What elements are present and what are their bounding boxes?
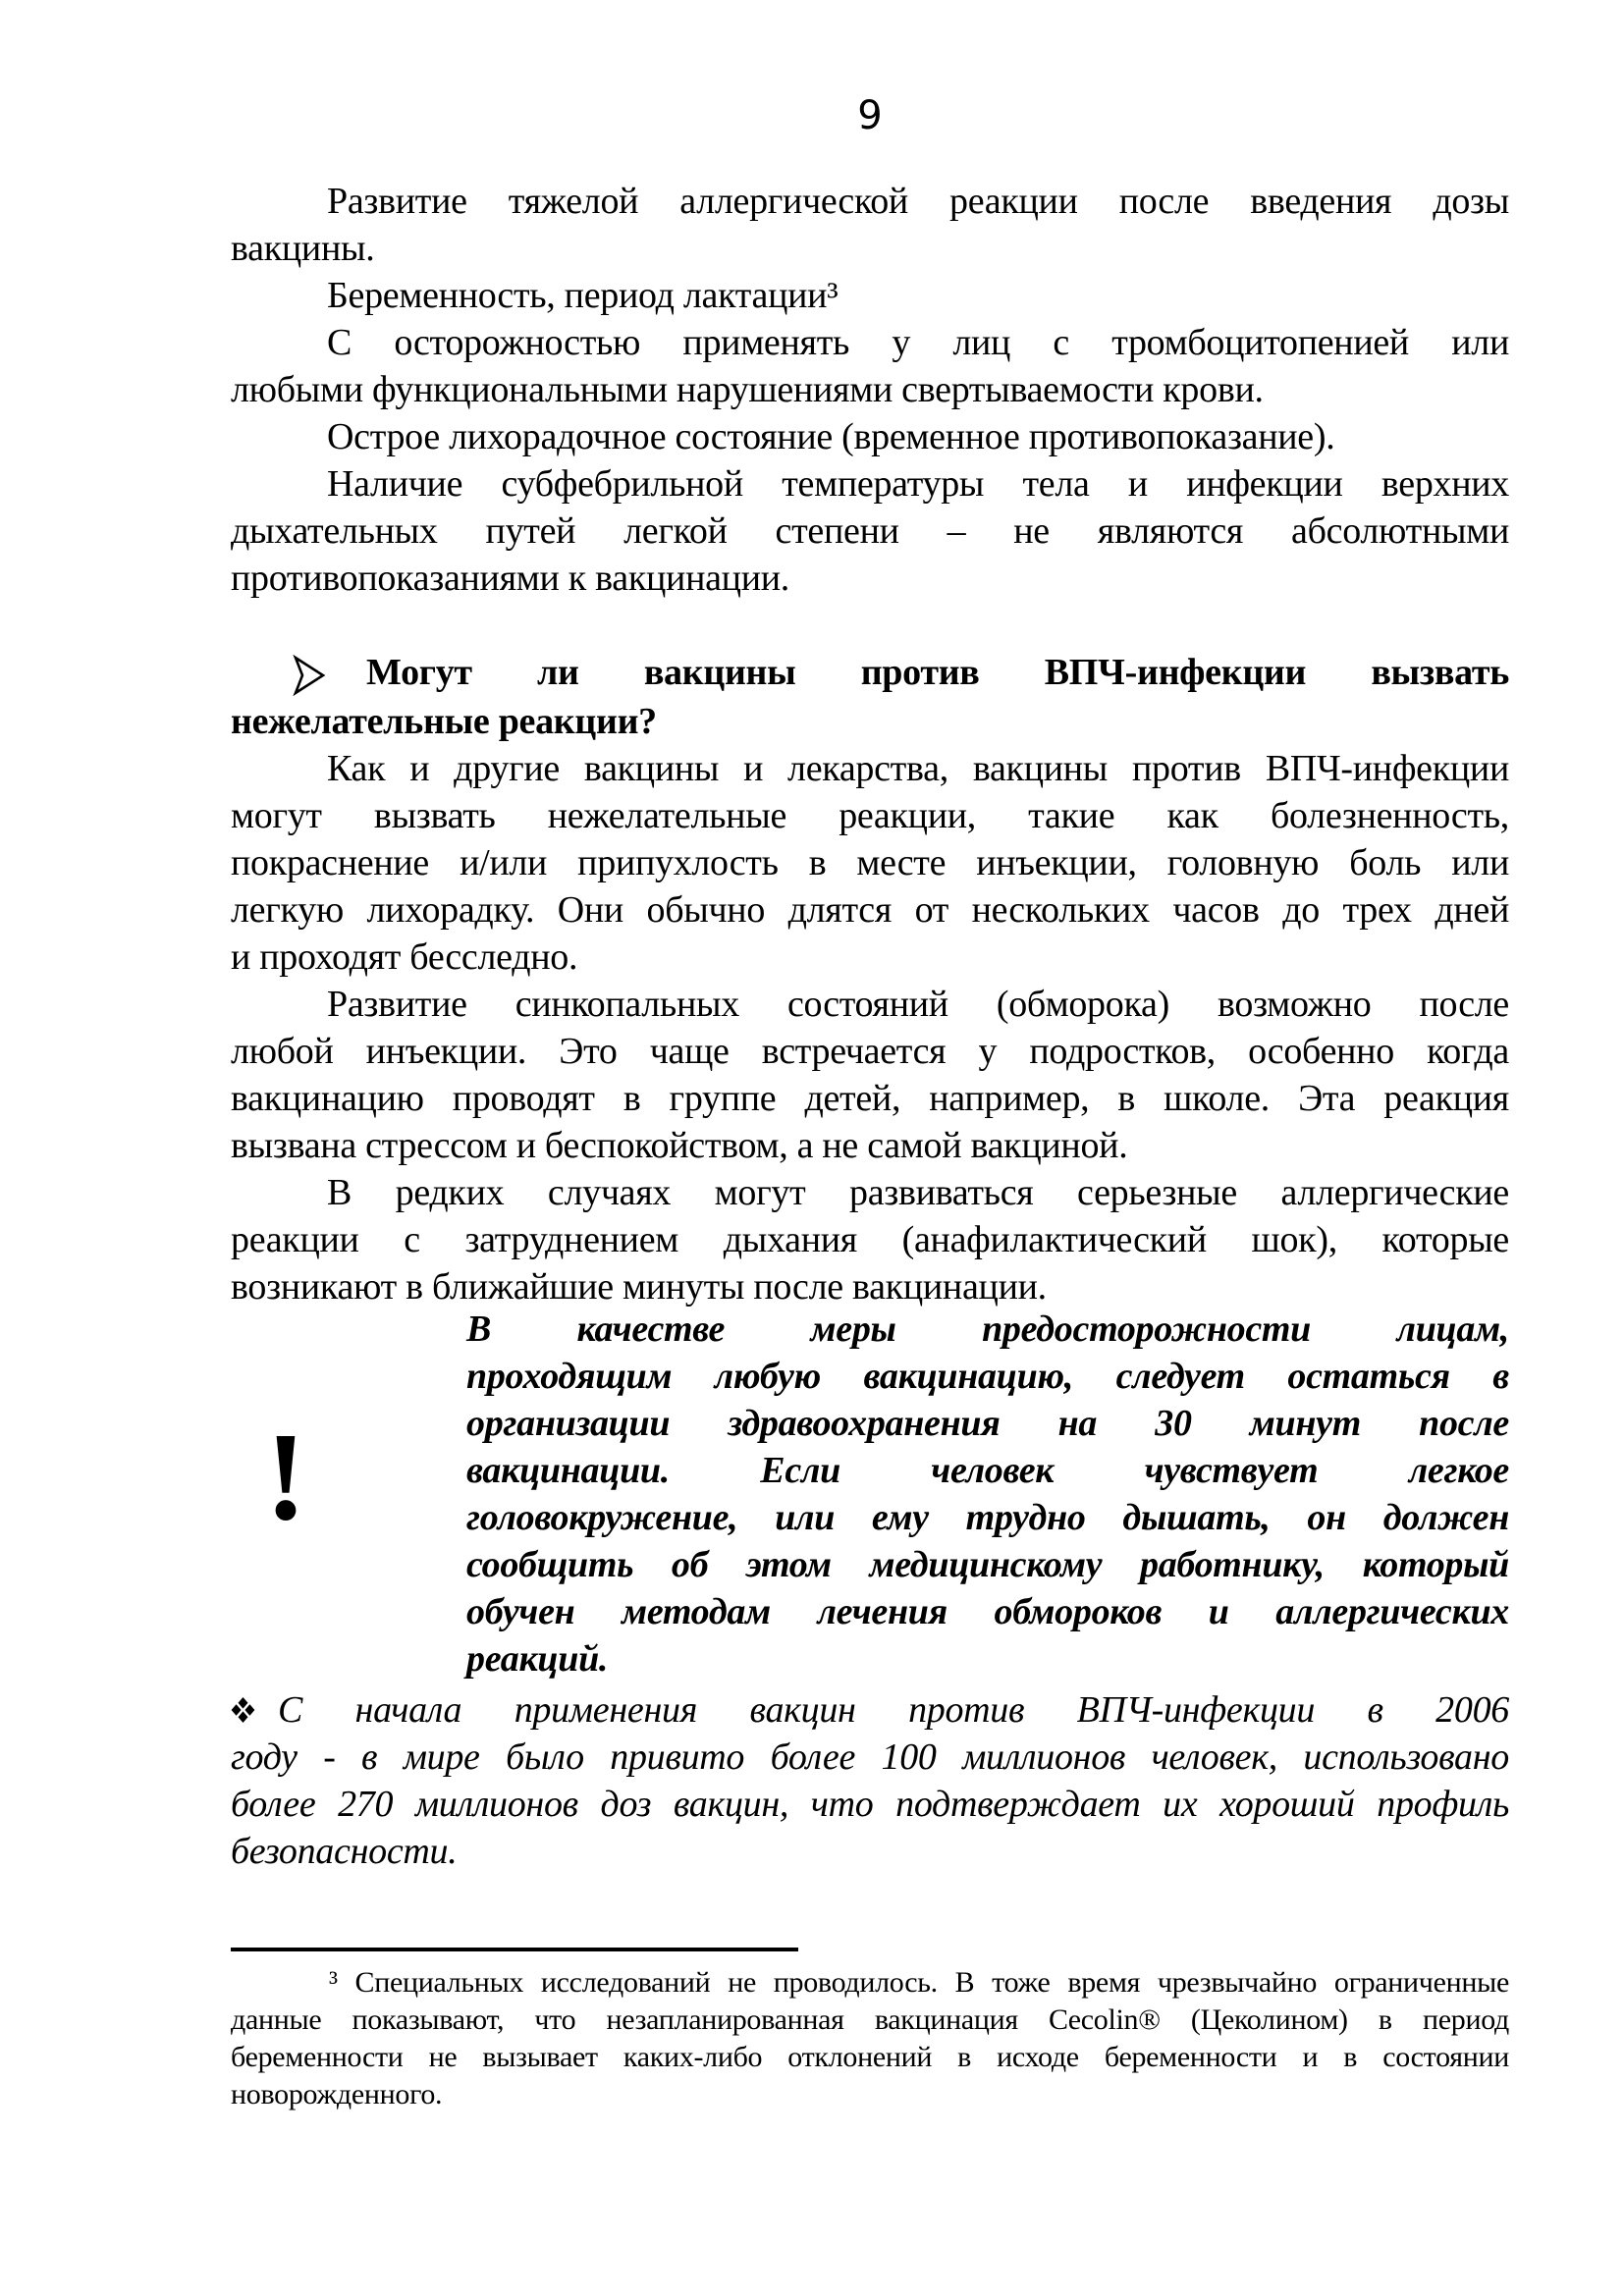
text-line: противопоказаниями к вакцинации. [231,558,789,599]
text-line: любой инъекции. Это чаще встречается у подростков, особенно когда [231,1031,1509,1072]
text-line: данные показывают, что незапланированная вакцинация Cecolin® (Цеколином) в период [231,2003,1509,2036]
text-line: Развитие синкопальных состояний (обморока) возможно после [327,984,1509,1025]
text-line: и проходят бесследно. [231,936,578,978]
text-line: проходящим любую вакцинацию, следует остаться в [466,1356,1509,1397]
text-line: В качестве меры предосторожности лицам, [466,1308,1509,1350]
contraindications-paragraphs [231,178,1509,602]
text-line: более 270 миллионов доз вакцин, что подтверждает их хороший профиль [231,1784,1509,1825]
text-line: реакции с затруднением дыхания (анафилактический шок), которые [231,1219,1509,1260]
text-line: вакцинации. Если человек чувствует легкое [466,1450,1509,1491]
text-line: беременности не вызывает каких-либо отклонений в исходе беременности и в состоянии [231,2041,1509,2073]
text-line: году - в мире было привито более 100 миллионов человек, использовано [231,1736,1509,1778]
adverse-reactions-paragraphs [231,745,1509,1310]
page-number: 9 [857,93,883,138]
warning-note [466,1306,1509,1682]
text-line: организации здравоохранения на 30 минут после [466,1403,1509,1444]
text-line: В редких случаях могут развиваться серьезные аллергические [327,1172,1509,1213]
text-line: реакций. [466,1638,609,1680]
text-line: могут вызвать нежелательные реакции, такие как болезненность, [231,795,1509,836]
text-line: новорожденного. [231,2078,443,2110]
text-line: возникают в ближайшие минуты после вакцинации. [231,1266,1047,1308]
footnote [231,1964,1509,2113]
text-line: любыми функциональными нарушениями свертываемости крови. [231,369,1264,410]
text-line: Как и другие вакцины и лекарства, вакцины против ВПЧ-инфекции [327,748,1509,789]
text-line: С начала применения вакцин против ВПЧ-инфекции в 2006 [278,1689,1509,1731]
footnote-separator [231,1948,798,1951]
text-line: дыхательных путей легкой степени – не являются абсолютными [231,510,1509,552]
text-line: безопасности. [231,1831,458,1872]
text-line: Наличие субфебрильной температуры тела и инфекции верхних [327,463,1509,505]
text-line: Развитие тяжелой аллергической реакции после введения дозы [327,181,1509,222]
text-line: Острое лихорадочное состояние (временное противопоказание). [327,416,1335,457]
text-line: обучен методам лечения обмороков и аллергических [466,1591,1509,1632]
text-line: покраснение и/или припухлость в месте инъекции, головную боль или [231,842,1509,883]
text-line: С осторожностью применять у лиц с тромбоцитопенией или [327,322,1509,363]
text-line: Могут ли вакцины против ВПЧ-инфекции вызвать [366,652,1509,693]
text-line: нежелательные реакции? [231,701,657,742]
text-line: вызвана стрессом и беспокойством, а не самой вакциной. [231,1125,1128,1166]
statistics-note [231,1686,1509,1875]
section-heading-question [231,648,1509,746]
text-line: головокружение, или ему трудно дышать, он должен [466,1497,1509,1538]
text-line: сообщить об этом медицинскому работнику, который [466,1544,1509,1585]
text-line: ³ Специальных исследований не проводилось. В тоже время чрезвычайно ограниченные [329,1966,1509,1999]
exclamation-icon: ! [264,1407,307,1546]
text-line: легкую лихорадку. Они обычно длятся от нескольких часов до трех дней [231,889,1509,931]
text-line: Беременность, период лактации³ [327,275,839,316]
text-line: вакцины. [231,228,375,269]
text-line: вакцинацию проводят в группе детей, например, в школе. Эта реакция [231,1078,1509,1119]
